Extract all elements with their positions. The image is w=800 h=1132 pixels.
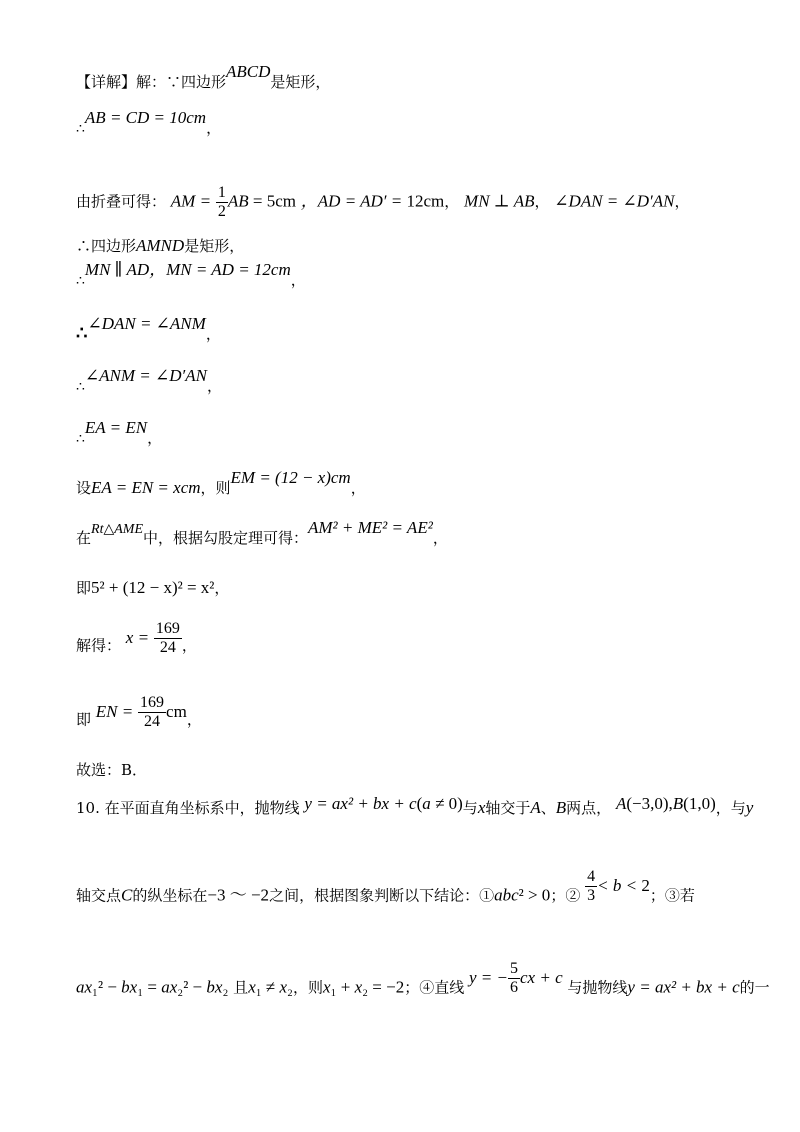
- step-line: [76, 366, 740, 397]
- question-line: ax₁² − bx₁ = ax₂² − bx₂ 且x₁ ≠ x₂，则x₁ + x₂ = −2；④直线 y = − $\frac{5}{6}$ cx + c 与抛物线y = ax² + bx + c的一: [76, 960, 770, 997]
- text: 中，根据勾股定理可得：: [143, 529, 309, 547]
- math: EA = EN = xcm: [91, 478, 201, 497]
- therefore-symbol: ∴: [76, 431, 85, 447]
- therefore-symbol: ∴: [76, 121, 85, 137]
- text: 故选：B．: [76, 761, 148, 779]
- math: ABCD: [226, 62, 271, 81]
- text: 由折叠可得：: [76, 192, 167, 211]
- math: 5² + (12 − x)² = x²: [91, 578, 215, 597]
- text: ，则: [200, 479, 231, 497]
- text: ，: [186, 710, 202, 729]
- text: 即: [76, 579, 92, 597]
- math: AM =: [170, 191, 212, 211]
- text: 【详解】解：∵四边形: [76, 73, 227, 91]
- text: ，: [206, 119, 222, 137]
- text: ，: [350, 479, 366, 497]
- math: EM = (12 − x)cm: [230, 468, 351, 487]
- text: ，: [147, 429, 163, 447]
- step-line: 由折叠可得： AM = $\frac{1}{2}$ AB = 5cm ，AD = AD′ = 12cm， MN ⊥ AB， ∠DAN = ∠D′AN，: [76, 184, 690, 220]
- text: ，: [290, 271, 306, 289]
- math: x =: [125, 627, 150, 647]
- question-line: 轴交点C的纵坐标在−3 ～ −2之间，根据图象判断以下结论：①abc² > 0；② $\frac{4}{3}$ < b < 2；③若: [76, 868, 695, 905]
- therefore-symbol: ∴: [76, 323, 88, 344]
- math: ∠DAN = ∠ANM: [87, 314, 206, 333]
- text: 在: [76, 529, 92, 547]
- step-line: [76, 260, 740, 291]
- answer-line: [76, 760, 740, 780]
- text: 解得：: [76, 636, 122, 655]
- fraction: $\frac{4}{3}$: [587, 868, 596, 904]
- math: EA = EN: [84, 418, 148, 437]
- step-line: [76, 620, 740, 665]
- math: EN =: [95, 701, 134, 721]
- math: ∠ANM = ∠D′AN: [84, 366, 207, 385]
- fraction: $\frac{169}{24}$: [140, 694, 165, 730]
- text: ，: [214, 579, 230, 597]
- math: ，AD = AD′ =: [300, 191, 407, 211]
- step-line: [76, 578, 740, 598]
- solution-heading-line: [76, 62, 740, 92]
- question-line: 10. 在平面直角坐标系中，抛物线 y = ax² + bx + c(a ≠ 0)与x轴交于A、B两点， A(−3,0),B(1,0)，与y: [76, 794, 754, 817]
- step-line: [76, 468, 740, 498]
- therefore-symbol: ∴: [76, 273, 85, 289]
- fraction: $\frac{1}{2}$: [217, 184, 226, 220]
- text: 设: [76, 479, 92, 497]
- text: ，: [205, 325, 221, 343]
- math: ∠DAN = ∠D′AN: [554, 191, 675, 211]
- math: Rt△AME: [91, 522, 143, 537]
- text: ，: [181, 636, 197, 655]
- step-line: 即 EN = $\frac{169}{24}$ cm，: [76, 694, 202, 730]
- therefore-symbol: ∴: [76, 379, 85, 395]
- math: MN ⊥ AB: [464, 191, 535, 211]
- step-line: ∴四边形AMND是矩形，: [76, 236, 245, 255]
- text: ，: [432, 529, 448, 547]
- step-line: [76, 108, 740, 139]
- math: MN ∥ AD，MN = AD = 12cm: [84, 260, 291, 279]
- math: AB: [227, 191, 249, 211]
- step-line: [76, 314, 740, 344]
- math: AB = CD = 10cm: [84, 108, 207, 127]
- text: ，: [207, 377, 223, 395]
- fraction: $\frac{5}{6}$: [510, 960, 519, 996]
- text: 即: [76, 710, 92, 729]
- text: 是矩形，: [270, 73, 331, 91]
- step-line: [76, 518, 740, 550]
- math: AM² + ME² = AE²: [308, 518, 433, 537]
- fraction: $\frac{169}{24}$: [155, 620, 180, 656]
- step-line: [76, 418, 740, 449]
